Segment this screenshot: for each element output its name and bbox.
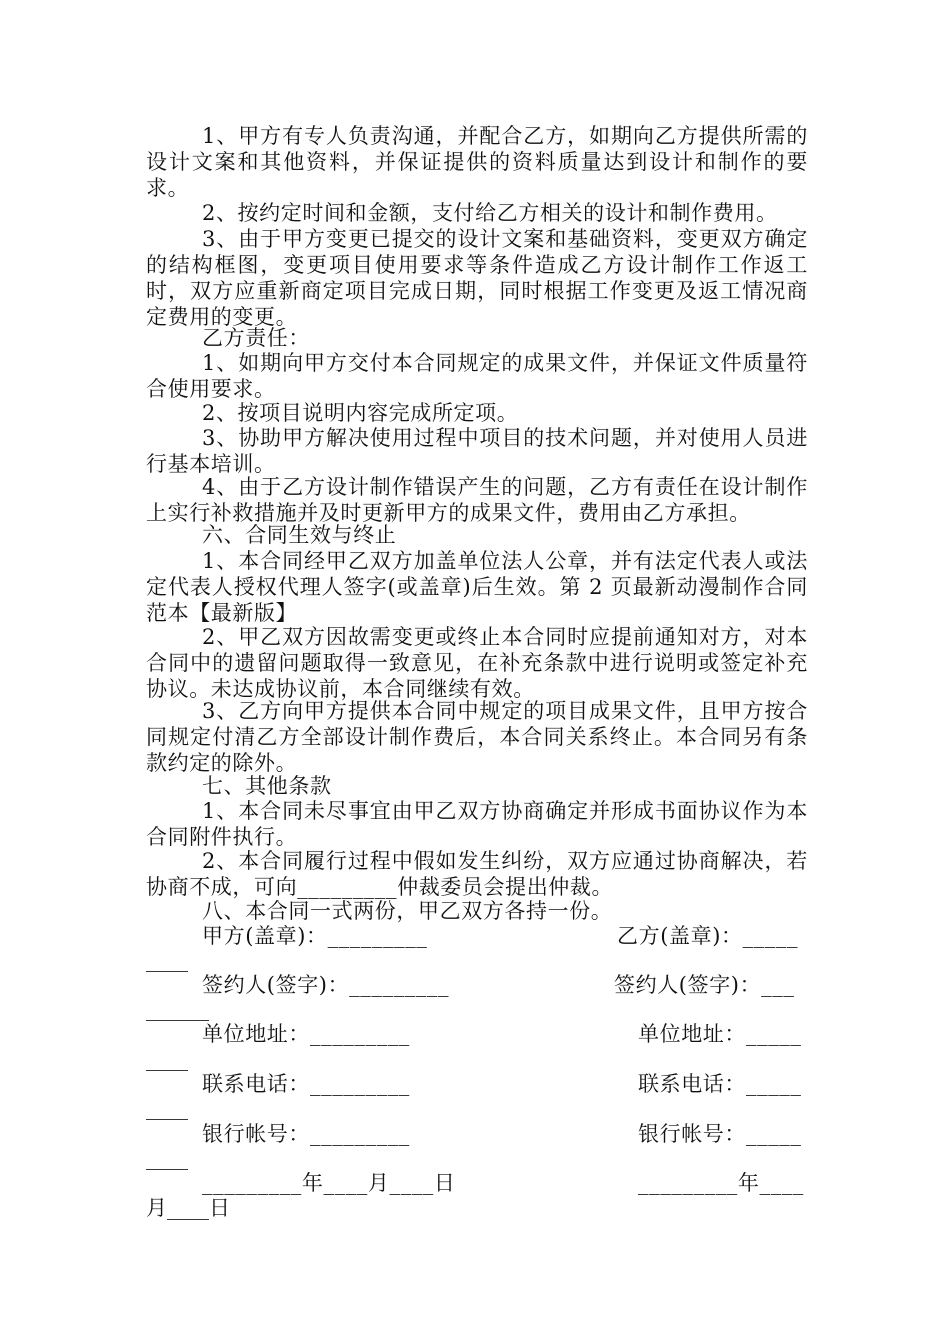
- clause-seven-2: 2、本合同履行过程中假如发生纠纷，双方应通过协商解决，若协商不成，可向_________仲裁委员会提出仲裁。: [146, 849, 808, 899]
- clause-seven-1: 1、本合同未尽事宜由甲乙双方协商确定并形成书面协议作为本合同附件执行。: [146, 799, 808, 849]
- clause-b-2: 2、按项目说明内容完成所定项。: [202, 401, 519, 425]
- phone-a: 联系电话：_________: [202, 1072, 410, 1096]
- clause-a-1: 1、甲方有专人负责沟通，并配合乙方，如期向乙方提供所需的设计文案和其他资料，并保证提供的资料质量达到设计和制作的要求。: [146, 124, 808, 200]
- section-eight: 八、本合同一式两份，甲乙双方各持一份。: [202, 899, 613, 923]
- bank-a: 银行帐号：_________: [202, 1122, 410, 1146]
- section-seven-heading: 七、其他条款: [202, 774, 332, 798]
- clause-six-1: 1、本合同经甲乙双方加盖单位法人公章，并有法定代表人或法定代表人授权代理人签字(或盖章)后生效。第 2 页最新动漫制作合同范本【最新版】: [146, 549, 808, 625]
- section-six-heading: 六、合同生效与终止: [202, 523, 397, 547]
- clause-b-4: 4、由于乙方设计制作错误产生的问题，乙方有责任在设计制作上实行补救措施并及时更新甲方的成果文件，费用由乙方承担。: [146, 475, 808, 525]
- clause-b-3: 3、协助甲方解决使用过程中项目的技术问题，并对使用人员进行基本培训。: [146, 426, 808, 476]
- clause-six-3: 3、乙方向甲方提供本合同中规定的项目成果文件，且甲方按合同规定付清乙方全部设计制作费后，本合同关系终止。本合同另有条款约定的除外。: [146, 699, 808, 775]
- signer-a: 签约人(签字)：_________: [202, 973, 450, 997]
- bank-b-cont: ____: [146, 1146, 188, 1170]
- bank-b: 银行帐号：_____: [638, 1122, 802, 1146]
- clause-a-3: 3、由于甲方变更已提交的设计文案和基础资料，变更双方确定的结构框图，变更项目使用要求等条件造成乙方设计制作工作返工时，双方应重新商定项目完成日期，同时根据工作变更及返工情况商定费用的变更。: [146, 227, 808, 329]
- clause-b-1: 1、如期向甲方交付本合同规定的成果文件，并保证文件质量符合使用要求。: [146, 351, 808, 401]
- clause-a-2: 2、按约定时间和金额，支付给乙方相关的设计和制作费用。: [202, 201, 778, 225]
- section-party-b-duties: 乙方责任：: [202, 326, 310, 350]
- signer-b-cont: ______: [146, 997, 209, 1021]
- date-b-cont: 月____日: [146, 1196, 230, 1220]
- address-a: 单位地址：_________: [202, 1022, 410, 1046]
- address-b-cont: ____: [146, 1047, 188, 1071]
- party-b-seal: 乙方(盖章)：_____: [617, 924, 799, 948]
- date-a: _________年____月____日: [202, 1171, 456, 1195]
- date-b: _________年____: [638, 1171, 804, 1195]
- phone-b: 联系电话：_____: [638, 1072, 802, 1096]
- address-b: 单位地址：_____: [638, 1022, 802, 1046]
- party-a-seal: 甲方(盖章)：_________: [202, 924, 428, 948]
- phone-b-cont: ____: [146, 1096, 188, 1120]
- signer-b: 签约人(签字)：___: [614, 973, 795, 997]
- party-b-seal-cont: ____: [146, 948, 188, 972]
- clause-six-2: 2、甲乙双方因故需变更或终止本合同时应提前通知对方，对本合同中的遗留问题取得一致意见，在补充条款中进行说明或签定补充协议。未达成协议前，本合同继续有效。: [146, 625, 808, 701]
